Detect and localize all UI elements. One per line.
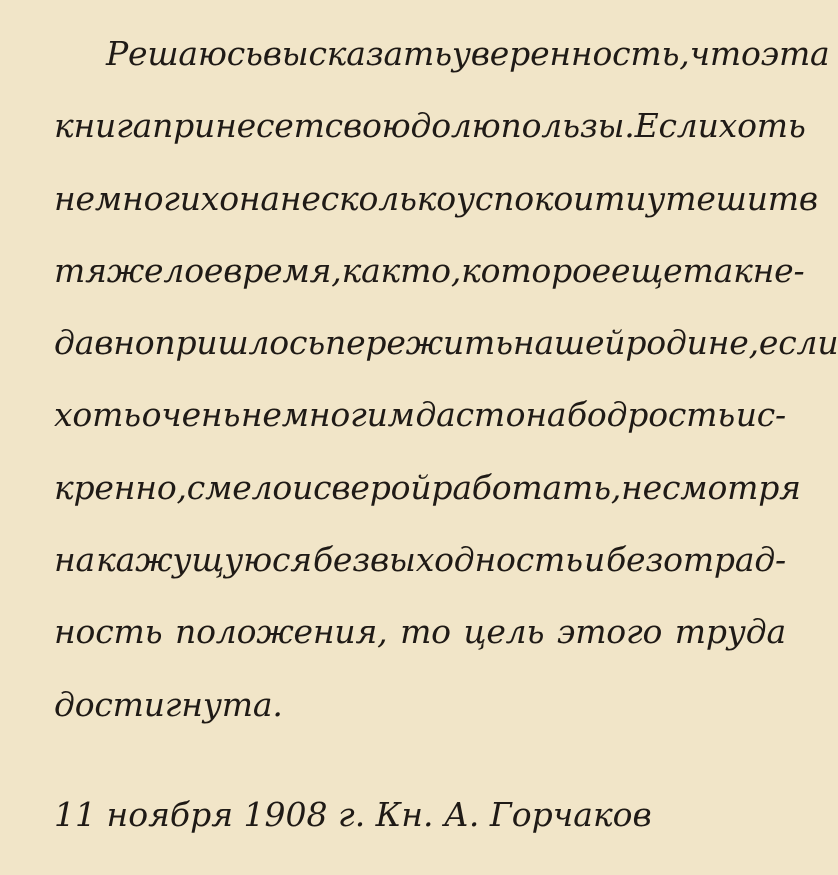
word: работать, — [431, 467, 622, 507]
word: если — [758, 323, 838, 363]
word: Если — [634, 106, 719, 146]
word: немногих — [54, 178, 220, 218]
word: в — [798, 178, 818, 218]
word: свою — [324, 106, 411, 146]
word: этого — [556, 612, 663, 652]
word: как — [341, 250, 401, 290]
word: пользы. — [500, 106, 635, 146]
word: еще — [611, 250, 683, 290]
word: высказать — [262, 34, 452, 73]
word: даст — [415, 395, 506, 435]
word: долю — [410, 106, 501, 146]
paragraph-line — [54, 596, 786, 668]
word: хоть — [718, 106, 806, 146]
word: давно — [54, 323, 155, 363]
word: нашей — [512, 323, 626, 363]
word: то — [400, 612, 451, 652]
word: книга — [54, 106, 153, 146]
word: тяжелое — [54, 250, 224, 290]
word: что — [689, 34, 761, 73]
word: эта — [760, 34, 830, 73]
word: утешит — [646, 178, 799, 218]
paragraph-line — [54, 524, 786, 596]
word: хоть — [54, 395, 141, 435]
paragraph-line — [54, 307, 838, 379]
word: Решаюсь — [106, 34, 263, 73]
word: бодрость — [566, 395, 736, 435]
word: ис- — [735, 395, 786, 435]
paragraph-line — [54, 18, 830, 90]
word: уверенность, — [451, 34, 690, 73]
word: так — [682, 250, 753, 290]
body-paragraph — [54, 18, 838, 741]
word: кажущуюся — [96, 540, 312, 580]
word: пришлось — [154, 323, 326, 363]
paragraph-line — [54, 235, 805, 307]
word: время, — [223, 250, 342, 290]
word: ность — [54, 612, 163, 652]
word: достигнута. — [54, 684, 283, 724]
word: на — [54, 540, 96, 580]
word: безотрад- — [606, 540, 786, 580]
word: немногим — [240, 395, 415, 435]
word: с — [313, 467, 332, 507]
word: положения, — [175, 612, 388, 652]
word: безвыходность — [312, 540, 583, 580]
word: успокоит — [455, 178, 626, 218]
paragraph-line — [54, 452, 801, 524]
word: очень — [141, 395, 241, 435]
paragraph-line — [54, 163, 818, 235]
word: она — [505, 395, 567, 435]
word: кренно, — [54, 467, 187, 507]
word: несмотря — [621, 467, 801, 507]
paragraph-line — [54, 90, 806, 162]
word: пережить — [325, 323, 513, 363]
word: несколько — [279, 178, 456, 218]
word: и — [583, 540, 606, 580]
word: и — [292, 467, 314, 507]
word: не- — [752, 250, 805, 290]
paragraph-line — [54, 379, 786, 451]
word: верой — [331, 467, 432, 507]
word: то, — [400, 250, 462, 290]
word: родине, — [625, 323, 759, 363]
word: принесет — [152, 106, 325, 146]
word: труда — [674, 612, 786, 652]
paragraph-line — [54, 669, 786, 741]
word: цель — [463, 612, 545, 652]
word: и — [625, 178, 647, 218]
word: она — [219, 178, 280, 218]
word: смело — [186, 467, 293, 507]
word: которое — [461, 250, 611, 290]
signature-line: 11 ноября 1908 г. Кн. А. Горчаков — [54, 795, 652, 834]
